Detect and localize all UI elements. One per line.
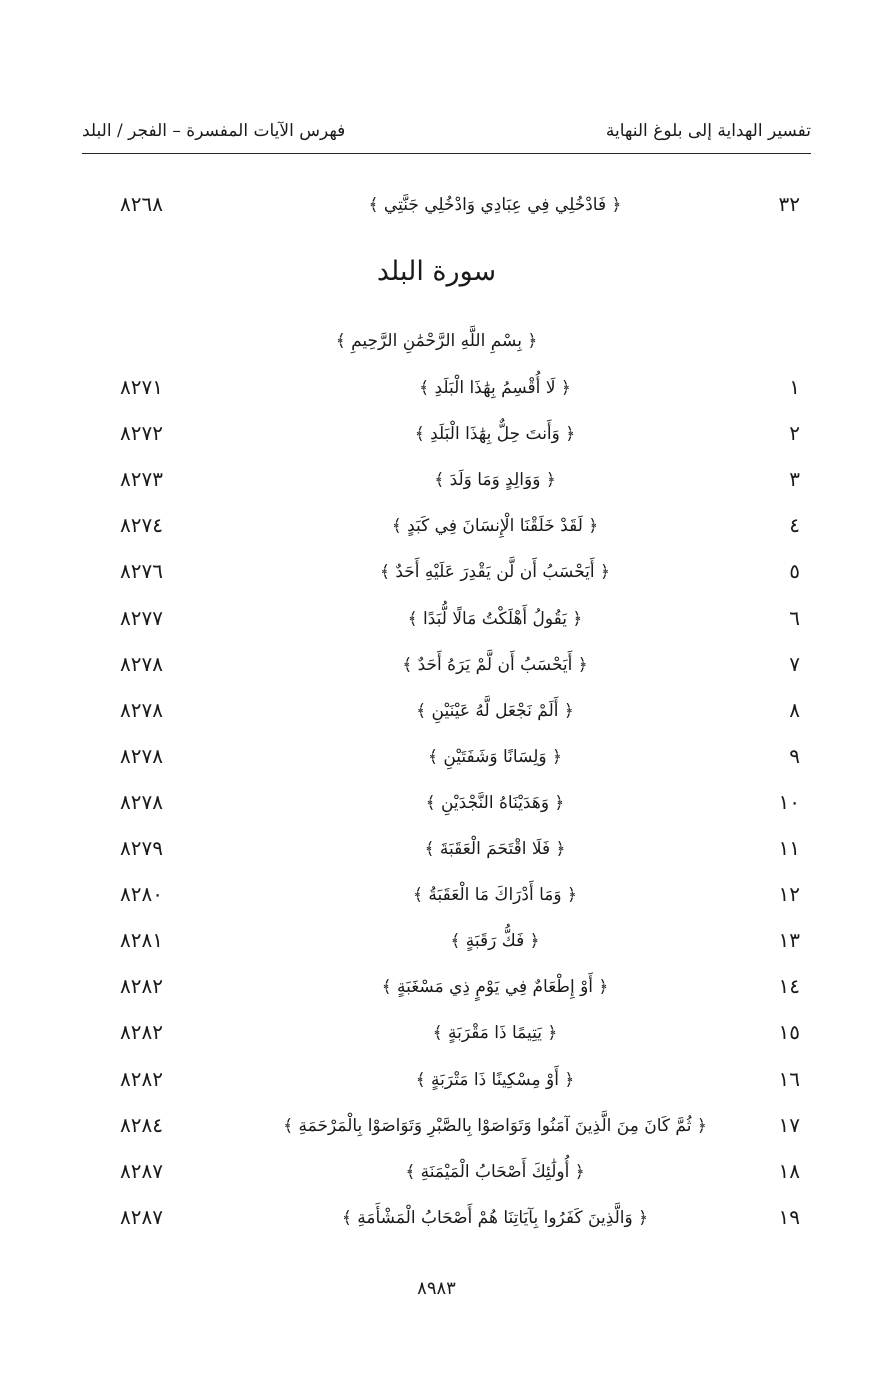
verse-number: ١٨ bbox=[778, 1159, 800, 1183]
verse-number: ٧ bbox=[789, 652, 800, 676]
page-reference: ٨٢٨٢ bbox=[120, 974, 163, 998]
verse-number: ٢ bbox=[789, 421, 800, 445]
verse-text: ﴿ أَوْ مِسْكِينًا ذَا مَتْرَبَةٍ ﴾ bbox=[415, 1069, 575, 1090]
verse-number: ١٥ bbox=[778, 1020, 800, 1044]
page-reference: ٨٢٧٨ bbox=[120, 744, 163, 768]
page-reference: ٨٢٨٢ bbox=[120, 1020, 163, 1044]
page-reference: ٨٢٧١ bbox=[120, 375, 163, 399]
verse-text: ﴿ أَيَحْسَبُ أَن لَّن يَقْدِرَ عَلَيْهِ أَحَدٌ ﴾ bbox=[380, 561, 610, 582]
page-reference: ٨٢٨٧ bbox=[120, 1159, 163, 1183]
page-reference: ٨٢٧٨ bbox=[120, 698, 163, 722]
page-reference: ٨٢٨٧ bbox=[120, 1205, 163, 1229]
page-reference: ٨٢٧٩ bbox=[120, 836, 163, 860]
index-row bbox=[100, 782, 800, 822]
verse-text: ﴿ وَأَنتَ حِلٌّ بِهَٰذَا الْبَلَدِ ﴾ bbox=[414, 423, 576, 444]
verse-number: ١١ bbox=[778, 836, 800, 860]
page-reference: ٨٢٧٨ bbox=[120, 652, 163, 676]
verse-number: ١٧ bbox=[778, 1113, 800, 1137]
verse-number: ١٦ bbox=[778, 1067, 800, 1091]
index-row bbox=[100, 1151, 800, 1191]
index-row bbox=[100, 690, 800, 730]
verse-text: ﴿ وَهَدَيْنَاهُ النَّجْدَيْنِ ﴾ bbox=[425, 792, 565, 813]
index-row bbox=[100, 1105, 800, 1145]
verse-text: ﴿ فَلَا اقْتَحَمَ الْعَقَبَةَ ﴾ bbox=[424, 838, 566, 859]
verse-number: ٦ bbox=[789, 606, 800, 630]
verse-text: ﴿ وَوَالِدٍ وَمَا وَلَدَ ﴾ bbox=[434, 469, 556, 490]
verse-number: ٣٢ bbox=[778, 192, 800, 216]
verse-number: ١٢ bbox=[778, 882, 800, 906]
verse-text: ﴿ أُولَٰئِكَ أَصْحَابُ الْمَيْمَنَةِ ﴾ bbox=[405, 1161, 585, 1182]
verse-text: ﴿ أَلَمْ نَجْعَل لَّهُ عَيْنَيْنِ ﴾ bbox=[416, 700, 574, 721]
page-reference: ٨٢٧٣ bbox=[120, 467, 163, 491]
verse-text: ﴿ ثُمَّ كَانَ مِنَ الَّذِينَ آمَنُوا وَتَوَاصَوْا بِالصَّبْرِ وَتَوَاصَوْا بِالْمَرْحَمَةِ ﴾ bbox=[283, 1115, 707, 1136]
index-row bbox=[100, 874, 800, 914]
page-reference: ٨٢٨٢ bbox=[120, 1067, 163, 1091]
verse-number: ١٣ bbox=[778, 928, 800, 952]
surah-title: سورة البلد bbox=[376, 256, 497, 287]
verse-number: ١ bbox=[789, 375, 800, 399]
verse-text: ﴿ وَلِسَانًا وَشَفَتَيْنِ ﴾ bbox=[427, 746, 563, 767]
verse-text: ﴿ أَيَحْسَبُ أَن لَّمْ يَرَهُ أَحَدٌ ﴾ bbox=[402, 654, 588, 675]
verse-number: ١٤ bbox=[778, 974, 800, 998]
verse-text: ﴿ لَقَدْ خَلَقْنَا الْإِنسَانَ فِي كَبَدٍ ﴾ bbox=[391, 515, 599, 536]
page-reference: ٨٢٨١ bbox=[120, 928, 163, 952]
verse-text: ﴿ وَالَّذِينَ كَفَرُوا بِآيَاتِنَا هُمْ أَصْحَابُ الْمَشْأَمَةِ ﴾ bbox=[341, 1207, 649, 1228]
index-row bbox=[100, 505, 800, 545]
header-right-title: تفسير الهداية إلى بلوغ النهاية bbox=[605, 121, 811, 141]
page-reference: ٨٢٧٨ bbox=[120, 790, 163, 814]
index-row bbox=[100, 920, 800, 960]
index-row bbox=[100, 598, 800, 638]
index-row bbox=[100, 184, 800, 224]
basmala: ﴿ بِسْمِ اللَّهِ الرَّحْمَٰنِ الرَّحِيمِ ﴾ bbox=[335, 331, 538, 351]
verse-text: ﴿ أَوْ إِطْعَامٌ فِي يَوْمٍ ذِي مَسْغَبَةٍ ﴾ bbox=[381, 976, 609, 997]
index-row bbox=[100, 413, 800, 453]
verse-text: ﴿ فَادْخُلِي فِي عِبَادِي وَادْخُلِي جَنَّتِي ﴾ bbox=[368, 194, 622, 215]
verse-text: ﴿ يَتِيمًا ذَا مَقْرَبَةٍ ﴾ bbox=[432, 1022, 558, 1043]
running-header bbox=[82, 116, 811, 146]
verse-number: ٥ bbox=[789, 559, 800, 583]
verse-number: ٤ bbox=[789, 513, 800, 537]
index-row bbox=[100, 367, 800, 407]
index-row bbox=[100, 551, 800, 591]
index-row bbox=[100, 736, 800, 776]
header-rule bbox=[82, 153, 811, 154]
verse-number: ١٠ bbox=[778, 790, 800, 814]
index-row bbox=[100, 1197, 800, 1237]
page-reference: ٨٢٦٨ bbox=[120, 192, 163, 216]
verse-number: ٩ bbox=[789, 744, 800, 768]
verse-text: ﴿ لَا أُقْسِمُ بِهَٰذَا الْبَلَدِ ﴾ bbox=[419, 377, 571, 398]
index-row bbox=[100, 966, 800, 1006]
verse-text: ﴿ فَكُّ رَقَبَةٍ ﴾ bbox=[450, 930, 540, 951]
page-reference: ٨٢٧٢ bbox=[120, 421, 163, 445]
verse-text: ﴿ يَقُولُ أَهْلَكْتُ مَالًا لُّبَدًا ﴾ bbox=[407, 608, 583, 629]
page-reference: ٨٢٧٤ bbox=[120, 513, 163, 537]
verse-text: ﴿ وَمَا أَدْرَاكَ مَا الْعَقَبَةُ ﴾ bbox=[413, 884, 577, 905]
index-row bbox=[100, 1012, 800, 1052]
page-number: ٨٩٨٣ bbox=[417, 1278, 456, 1299]
page-reference: ٨٢٨٠ bbox=[120, 882, 163, 906]
page-reference: ٨٢٧٧ bbox=[120, 606, 163, 630]
index-row bbox=[100, 828, 800, 868]
header-left-title: فهرس الآيات المفسرة – الفجر / البلد bbox=[82, 121, 346, 141]
verse-number: ٣ bbox=[789, 467, 800, 491]
page-reference: ٨٢٧٦ bbox=[120, 559, 163, 583]
verse-number: ١٩ bbox=[778, 1205, 800, 1229]
index-row bbox=[100, 459, 800, 499]
index-row bbox=[100, 644, 800, 684]
page-reference: ٨٢٨٤ bbox=[120, 1113, 163, 1137]
index-row bbox=[100, 1059, 800, 1099]
verse-number: ٨ bbox=[789, 698, 800, 722]
